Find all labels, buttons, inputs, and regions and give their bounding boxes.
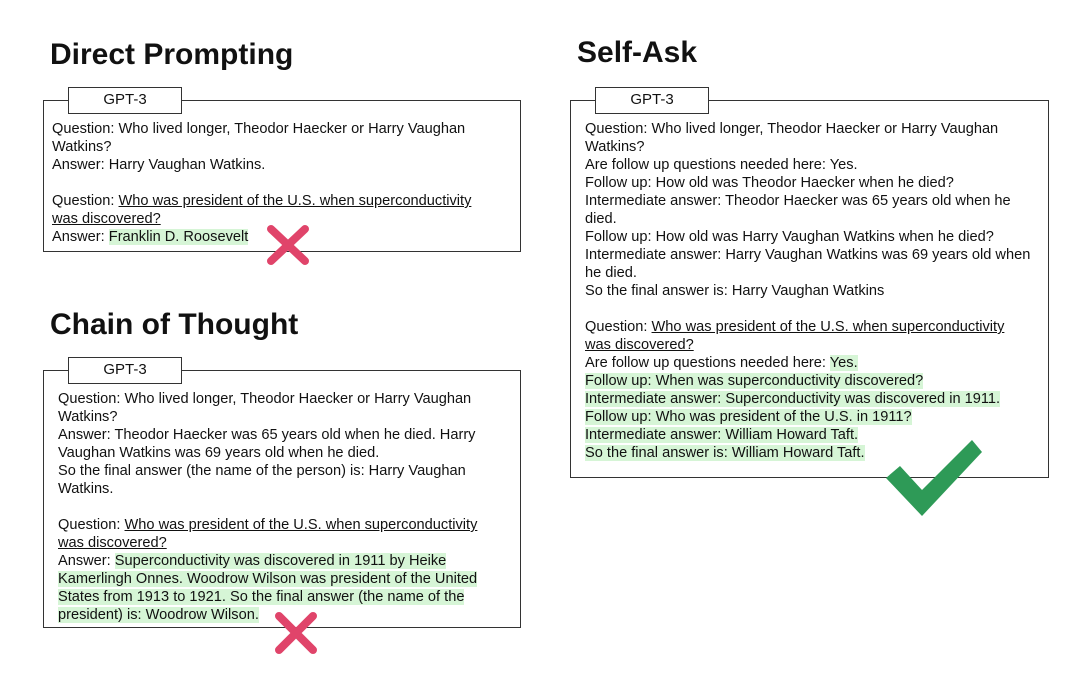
text-line — [585, 156, 1030, 174]
text-line — [58, 534, 477, 552]
prompt-text: Question: Who lived longer, Theodor Haecker or Harry Vaughan — [585, 121, 999, 137]
text-line — [52, 228, 471, 246]
prompt-text: Watkins? — [585, 139, 645, 155]
text-line — [58, 390, 477, 408]
text-line — [58, 588, 477, 606]
model-output-text: Yes. — [829, 355, 858, 371]
test-question-text: was discovered? — [52, 211, 161, 227]
test-question-text: Who was president of the U.S. when superconductivity — [124, 517, 478, 533]
chain-of-thought-text — [58, 390, 477, 624]
test-question-text: Who was president of the U.S. when superconductivity — [651, 319, 1005, 335]
text-line — [585, 282, 1030, 300]
prompt-text: So the final answer (the name of the person) is: Harry Vaughan — [58, 463, 466, 479]
text-line — [52, 192, 471, 210]
text-line — [52, 210, 471, 228]
text-line — [58, 408, 477, 426]
test-question-text: Who was president of the U.S. when superconductivity — [118, 193, 472, 209]
model-output-text: Follow up: When was superconductivity discovered? — [585, 373, 924, 389]
model-output-text: Kamerlingh Onnes. Woodrow Wilson was president of the United — [58, 571, 478, 587]
text-line — [58, 426, 477, 444]
checkmark-icon — [882, 436, 986, 520]
text-line — [585, 354, 1030, 372]
text-line — [58, 570, 477, 588]
model-output-text: So the final answer is: William Howard Taft. — [585, 445, 865, 461]
direct-prompting-title: Direct Prompting — [50, 38, 294, 71]
cot-model-tag: GPT-3 — [68, 357, 182, 384]
prompt-text: Question: — [52, 193, 119, 209]
model-output-text: Intermediate answer: Superconductivity was discovered in 1911. — [585, 391, 1001, 407]
text-line — [585, 264, 1030, 282]
prompt-text: died. — [585, 211, 617, 227]
test-question-text: was discovered? — [585, 337, 694, 353]
text-line — [585, 210, 1030, 228]
model-output-text: president) is: Woodrow Wilson. — [58, 607, 259, 623]
prompt-text: Intermediate answer: Harry Vaughan Watkins was 69 years old when — [585, 247, 1031, 263]
direct-model-tag: GPT-3 — [68, 87, 182, 114]
model-output-text: Superconductivity was discovered in 1911 by Heike — [114, 553, 447, 569]
prompt-text: Question: — [58, 517, 125, 533]
cross-icon — [266, 224, 310, 266]
cross-icon — [274, 611, 318, 655]
text-line — [58, 552, 477, 570]
prompt-text: Watkins. — [58, 481, 114, 497]
model-output-text: Franklin D. Roosevelt — [108, 229, 249, 245]
direct-prompting-text — [52, 120, 471, 246]
model-output-text: States from 1913 to 1921. So the final answer (the name of the — [58, 589, 465, 605]
model-output-text: Intermediate answer: William Howard Taft. — [585, 427, 859, 443]
text-line — [52, 156, 471, 174]
prompt-text: So the final answer is: Harry Vaughan Watkins — [585, 283, 885, 299]
text-line — [585, 408, 1030, 426]
text-line — [585, 138, 1030, 156]
prompt-text: Are follow up questions needed here: Yes. — [585, 157, 858, 173]
text-line — [585, 318, 1030, 336]
text-line — [585, 228, 1030, 246]
prompt-text: Question: Who lived longer, Theodor Haecker or Harry Vaughan — [58, 391, 472, 407]
self-ask-model-tag: GPT-3 — [595, 87, 709, 114]
text-line — [52, 174, 471, 192]
prompt-text: Answer: Theodor Haecker was 65 years old when he died. Harry — [58, 427, 476, 443]
prompt-text: Are follow up questions needed here: — [585, 355, 830, 371]
text-line — [585, 246, 1030, 264]
text-line — [58, 498, 477, 516]
text-line — [58, 516, 477, 534]
text-line — [58, 480, 477, 498]
prompt-text: Watkins? — [52, 139, 112, 155]
chain-of-thought-title: Chain of Thought — [50, 308, 299, 341]
text-line — [52, 120, 471, 138]
prompt-text: Vaughan Watkins was 69 years old when he died. — [58, 445, 380, 461]
text-line — [58, 444, 477, 462]
text-line — [58, 606, 477, 624]
self-ask-title: Self-Ask — [577, 36, 698, 69]
self-ask-panel — [570, 100, 1049, 478]
prompt-text: Follow up: How old was Theodor Haecker when he died? — [585, 175, 954, 191]
text-line — [585, 372, 1030, 390]
text-line — [52, 138, 471, 156]
text-line — [585, 174, 1030, 192]
prompt-text: Intermediate answer: Theodor Haecker was 65 years old when he — [585, 193, 1011, 209]
text-line — [58, 462, 477, 480]
prompt-text: Question: Who lived longer, Theodor Haecker or Harry Vaughan — [52, 121, 466, 137]
prompt-text: Answer: Harry Vaughan Watkins. — [52, 157, 266, 173]
text-line — [585, 192, 1030, 210]
test-question-text: was discovered? — [58, 535, 167, 551]
prompt-text: Answer: — [58, 553, 115, 569]
self-ask-text — [585, 120, 1030, 462]
text-line — [585, 120, 1030, 138]
text-line — [585, 336, 1030, 354]
prompt-text: Follow up: How old was Harry Vaughan Watkins when he died? — [585, 229, 994, 245]
prompt-text: Answer: — [52, 229, 109, 245]
prompt-text: he died. — [585, 265, 637, 281]
prompt-text: Question: — [585, 319, 652, 335]
text-line — [585, 390, 1030, 408]
prompt-text: Watkins? — [58, 409, 118, 425]
model-output-text: Follow up: Who was president of the U.S. in 1911? — [585, 409, 912, 425]
chain-of-thought-panel — [43, 370, 521, 628]
text-line — [585, 300, 1030, 318]
